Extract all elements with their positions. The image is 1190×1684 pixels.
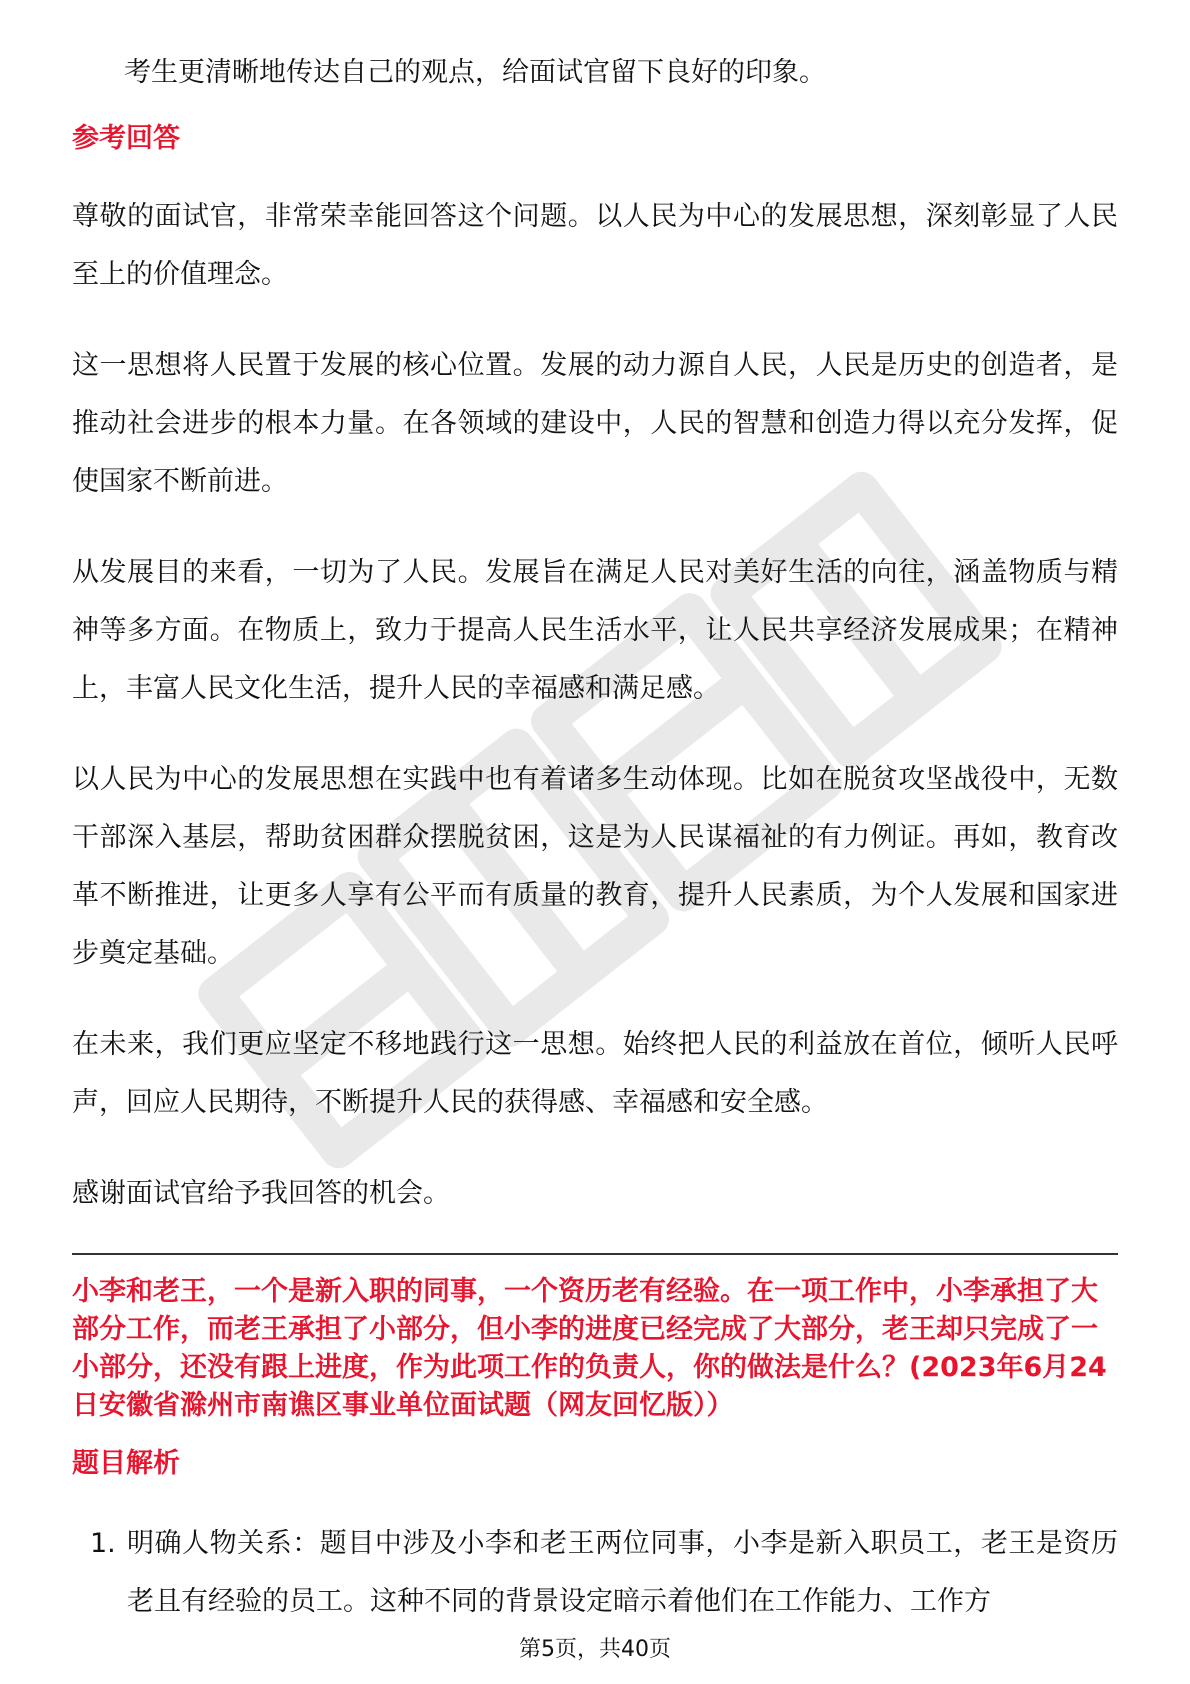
- answer-paragraph: 在未来，我们更应坚定不移地践行这一思想。始终把人民的利益放在首位，倾听人民呼声，回应人民期待，不断提升人民的获得感、幸福感和安全感。: [72, 1029, 1118, 1118]
- list-item-text: 明确人物关系：题目中涉及小李和老王两位同事，小李是新入职员工，老王是资历老且有经验的员工。这种不同的背景设定暗示着他们在工作能力、工作方: [127, 1528, 1118, 1617]
- answer-paragraph: 尊敬的面试官，非常荣幸能回答这个问题。以人民为中心的发展思想，深刻彰显了人民至上的价值理念。: [72, 201, 1118, 290]
- list-item: [72, 1515, 1118, 1631]
- page-content: [72, 44, 1118, 1631]
- answer-paragraph: 以人民为中心的发展思想在实践中也有着诸多生动体现。比如在脱贫攻坚战役中，无数干部深入基层，帮助贫困群众摆脱贫困，这是为人民谋福祉的有力例证。再如，教育改革不断推进，让更多人享有公平而有质量的教育，提升人民素质，为个人发展和国家进步奠定基础。: [72, 764, 1118, 969]
- intro-line: 考生更清晰地传达自己的观点，给面试官留下良好的印象。: [124, 57, 826, 88]
- answer-paragraph: 从发展目的来看，一切为了人民。发展旨在满足人民对美好生活的向往，涵盖物质与精神等多方面。在物质上，致力于提高人民生活水平，让人民共享经济发展成果；在精神上，丰富人民文化生活，提升人民的幸福感和满足感。: [72, 557, 1118, 704]
- list-item-number: 1.: [90, 1528, 116, 1559]
- answer-paragraph: 感谢面试官给予我回答的机会。: [72, 1178, 450, 1209]
- analysis-heading: 题目解析: [72, 1448, 180, 1479]
- question-text: 小李和老王，一个是新入职的同事，一个资历老有经验。在一项工作中，小李承担了大部分工作，而老王承担了小部分，但小李的进度已经完成了大部分，老王却只完成了一小部分，还没有跟上进度，作为此项工作的负责人，你的做法是什么？(2023年6月24日安徽省滁州市南谯区事业单位面试题（网友回忆版））: [72, 1276, 1107, 1421]
- section-divider: [72, 1253, 1118, 1255]
- page-number: 第5页，共40页: [519, 1637, 671, 1662]
- answer-paragraph: 这一思想将人民置于发展的核心位置。发展的动力源自人民，人民是历史的创造者，是推动社会进步的根本力量。在各领域的建设中，人民的智慧和创造力得以充分发挥，促使国家不断前进。: [72, 350, 1118, 497]
- reference-answer-heading: 参考回答: [72, 123, 180, 154]
